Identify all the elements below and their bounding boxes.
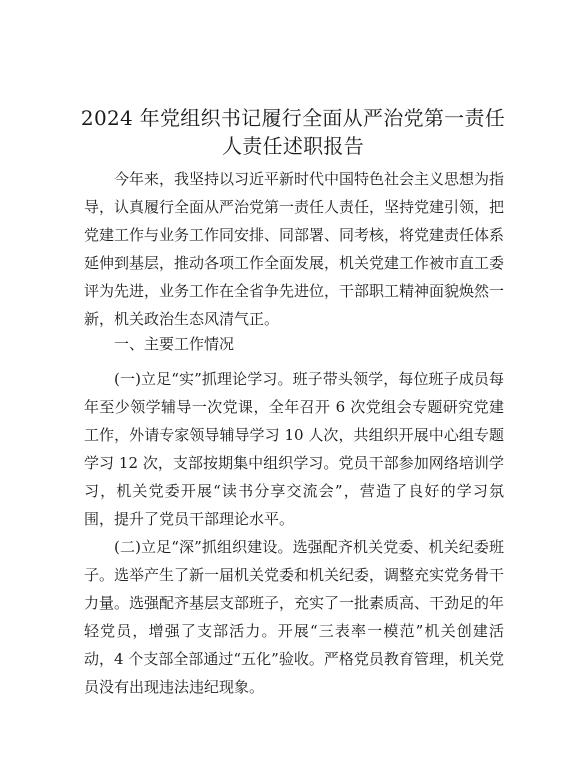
- section-1-paragraph: [84, 365, 504, 533]
- section-2-lead: (二)立足“深”抓组织建设。: [114, 538, 293, 556]
- section-heading-main-work: 一、主要工作情况: [114, 335, 235, 353]
- section-1-body: 班子带头领学，每位班子成员每年至少领学辅导一次党课，全年召开 6 次党组会专题研究党建工作，外请专家领导辅导学习 10 人次，共组织开展中心组专题学习 12 次，支部按期集中组织学习。党员干部参加网络培训学习，机关党委开展“读书分享交流会”，营造了良好的学习氛围，提升了党员干部理论水平。: [84, 370, 504, 528]
- document-title-line-2: 人责任述职报告: [221, 134, 365, 158]
- section-2-body: 选强配齐机关党委、机关纪委班子。选举产生了新一届机关党委和机关纪委，调整充实党务骨干力量。选强配齐基层支部班子，充实了一批素质高、干劲足的年轻党员，增强了支部活力。开展“三表率一模范”机关创建活动，4 个支部全部通过“五化”验收。严格党员教育管理，机关党员没有出现违法违纪现象。: [84, 538, 505, 696]
- section-1-lead: (一)立足“实”抓理论学习。: [114, 370, 293, 388]
- intro-paragraph: 今年来，我坚持以习近平新时代中国特色社会主义思想为指导，认真履行全面从严治党第一责任人责任，坚持党建引领，把党建工作与业务工作同安排、同部署、同考核，将党建责任体系延伸到基层，推动各项工作全面发展，机关党建工作被市直工委评为先进，业务工作在全省争先进位，干部职工精神面貌焕然一新，机关政治生态风清气正。: [84, 170, 505, 328]
- document-title-line-1: 2024 年党组织书记履行全面从严治党第一责任: [80, 106, 506, 130]
- section-2-paragraph: [84, 533, 504, 701]
